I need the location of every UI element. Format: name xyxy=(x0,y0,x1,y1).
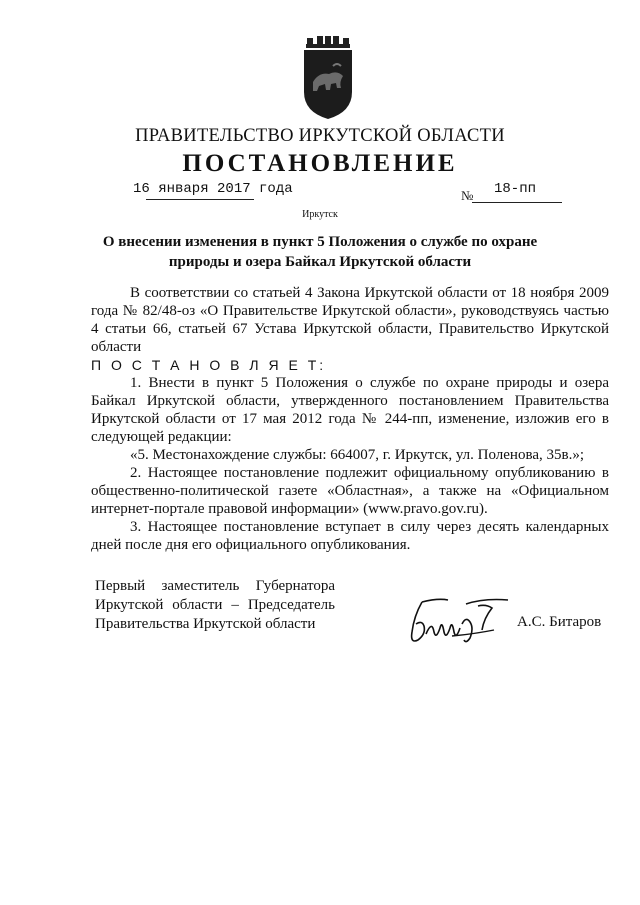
item-2-paragraph: 2. Настоящее постановление подлежит официальному опубликованию в общественно-политической газете «Областная», а также на «Официальном интернет-портале правовой информации» (www.pravo.gov.ru). xyxy=(91,465,609,517)
signer-position xyxy=(95,577,335,634)
date-underline xyxy=(146,199,254,200)
document-body xyxy=(91,284,609,554)
coat-of-arms-icon xyxy=(301,36,355,120)
document-city: Иркутск xyxy=(302,209,338,220)
preamble-paragraph: В соответствии со статьей 4 Закона Иркутской области от 18 ноября 2009 года № 82/48-оз «О Правительстве Иркутской области», руководствуясь частью 4 статьи 66, статьей 67 Устава Иркутской области, Правительство Иркутской области xyxy=(91,285,609,355)
document-date: 16 января 2017 года xyxy=(133,181,293,197)
signer-position-line: Иркутской области – Председатель xyxy=(95,597,335,613)
document-type: ПОСТАНОВЛЕНИЕ xyxy=(182,150,458,177)
item-1-paragraph: 1. Внести в пункт 5 Положения о службе по охране природы и озера Байкал Иркутской области, утвержденного постановлением Правительства Иркутской области от 17 мая 2012 года № 244-пп, изменение, изложив его в следующей редакции: xyxy=(91,375,609,445)
signer-position-line: Правительства Иркутской области xyxy=(95,616,316,632)
handwritten-signature xyxy=(404,594,514,650)
item-3-paragraph: 3. Настоящее постановление вступает в силу через десять календарных дней после дня его официального опубликования. xyxy=(91,519,609,553)
organization-title: ПРАВИТЕЛЬСТВО ИРКУТСКОЙ ОБЛАСТИ xyxy=(135,126,505,146)
signer-name: А.С. Битаров xyxy=(517,614,602,630)
document-subject: О внесении изменения в пункт 5 Положения о службе по охране природы и озера Байкал Иркутской области xyxy=(102,234,538,270)
decree-word: П О С Т А Н О В Л Я Е Т: xyxy=(91,357,327,373)
number-underline xyxy=(472,202,562,203)
document-number: 18-пп xyxy=(494,181,537,197)
item-1-quote: «5. Местонахождение службы: 664007, г. Иркутск, ул. Поленова, 35в.»; xyxy=(130,447,585,463)
number-label: № xyxy=(461,188,474,203)
signer-position-line: Первый заместитель Губернатора xyxy=(95,578,335,594)
